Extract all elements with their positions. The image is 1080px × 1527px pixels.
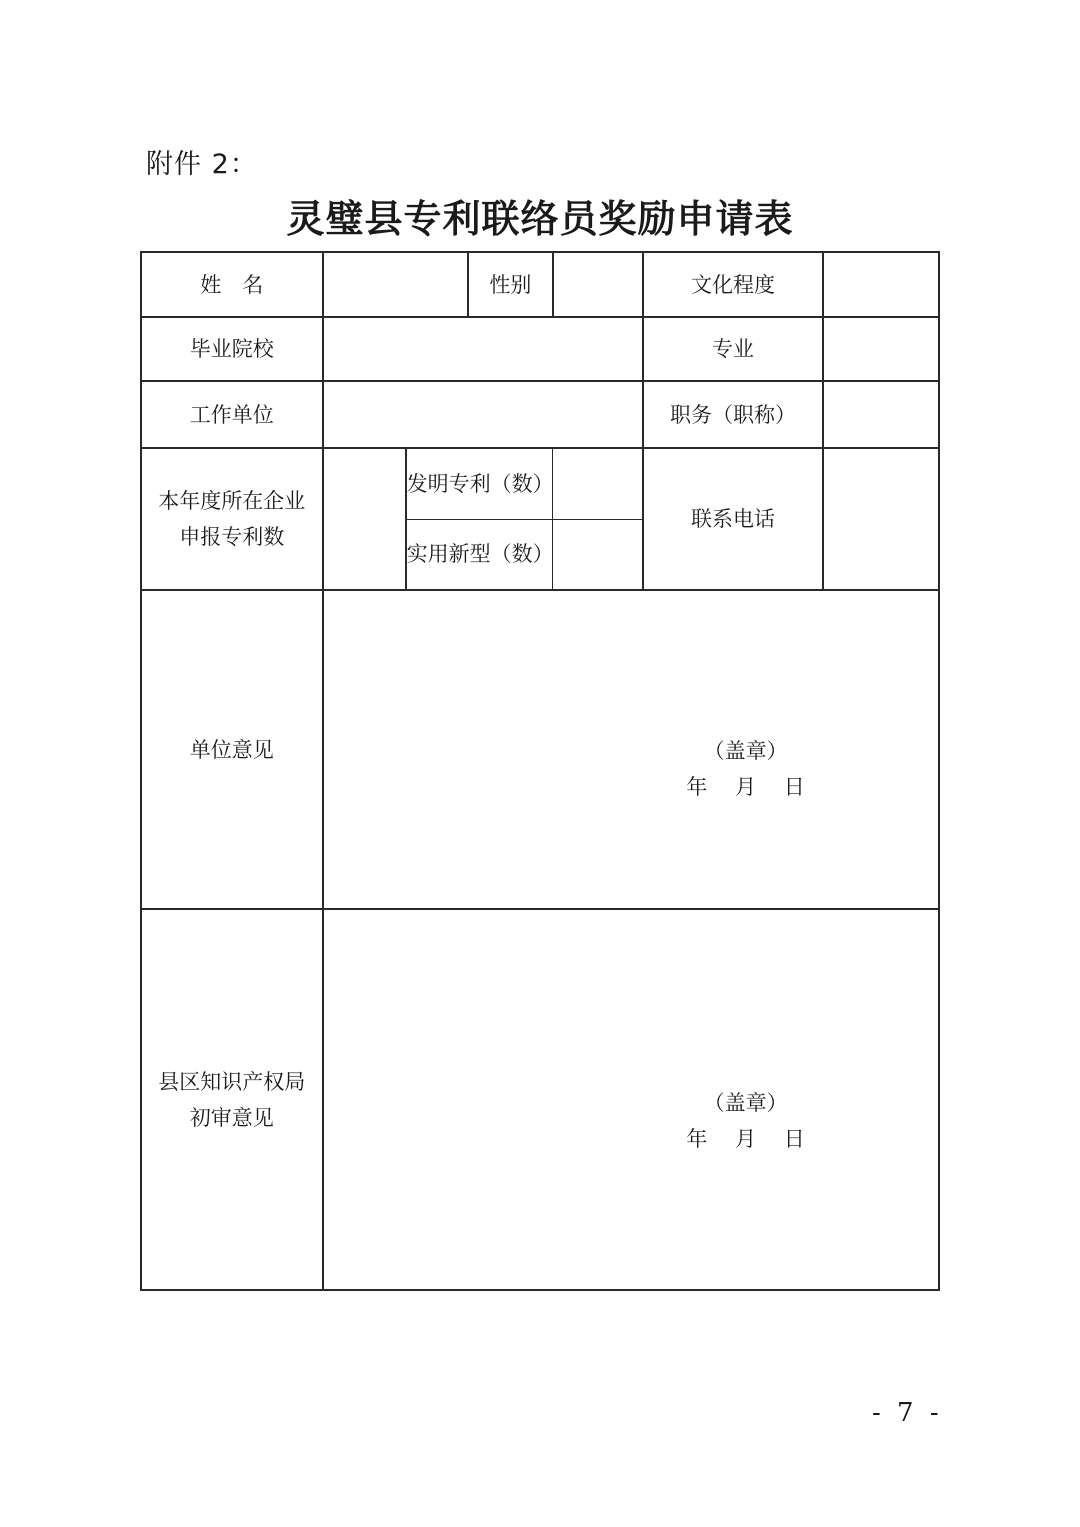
- patent-count-label-line1: 本年度所在企业: [158, 489, 306, 513]
- position-label: 职务（职称）: [669, 402, 796, 427]
- education-input-cell[interactable]: [823, 252, 939, 317]
- row-unit-opinion: [141, 590, 939, 909]
- invention-input-cell[interactable]: [553, 448, 643, 519]
- unit-opinion-label: 单位意见: [189, 737, 274, 762]
- row-invention: [141, 448, 939, 519]
- application-form-table: [140, 251, 940, 1291]
- name-input-cell[interactable]: [323, 252, 468, 317]
- school-input-cell[interactable]: [323, 317, 644, 381]
- name-label: 姓 名: [200, 272, 264, 297]
- work-unit-input-cell[interactable]: [323, 381, 644, 448]
- unit-opinion-label-cell: [141, 590, 323, 909]
- school-label: 毕业院校: [189, 337, 274, 361]
- position-label-cell: [643, 381, 823, 448]
- phone-label: 联系电话: [690, 507, 775, 531]
- unit-stamp-text: （盖章）: [703, 739, 788, 763]
- row-name: [141, 252, 939, 317]
- page-number: - 7 -: [872, 1398, 943, 1428]
- gender-label: 性别: [489, 272, 532, 297]
- work-unit-label-cell: [141, 381, 323, 448]
- gender-input-cell[interactable]: [553, 252, 643, 317]
- page-title: 灵璧县专利联络员奖励申请表: [286, 196, 794, 241]
- utility-label: 实用新型（数）: [406, 542, 554, 567]
- major-input-cell[interactable]: [823, 317, 939, 381]
- unit-opinion-input-cell[interactable]: [323, 590, 939, 909]
- ip-stamp-text: （盖章）: [703, 1091, 788, 1115]
- ip-office-opinion-input-cell[interactable]: [323, 909, 939, 1290]
- major-label: 专业: [711, 337, 754, 361]
- utility-input-cell[interactable]: [553, 519, 643, 590]
- ip-office-label-cell: [141, 909, 323, 1290]
- position-input-cell[interactable]: [823, 381, 939, 448]
- patent-count-label-cell: [141, 448, 323, 590]
- name-label-cell: [141, 252, 323, 317]
- unit-date-text: 年 月 日: [686, 775, 805, 799]
- gender-label-cell: [468, 252, 553, 317]
- education-label: 文化程度: [690, 272, 775, 297]
- phone-input-cell[interactable]: [823, 448, 939, 590]
- education-label-cell: [643, 252, 823, 317]
- invention-label-cell: [406, 448, 553, 519]
- utility-label-cell: [406, 519, 553, 590]
- row-ip-office-opinion: [141, 909, 939, 1290]
- phone-label-cell: [643, 448, 823, 590]
- row-work-unit: [141, 381, 939, 448]
- school-label-cell: [141, 317, 323, 381]
- attachment-label: 附件 2：: [146, 149, 258, 180]
- patent-count-input-cell[interactable]: [323, 448, 406, 590]
- patent-count-label-line2: 申报专利数: [179, 525, 285, 549]
- ip-office-label-line1: 县区知识产权局: [158, 1069, 306, 1094]
- invention-label: 发明专利（数）: [406, 471, 554, 496]
- ip-office-label-line2: 初审意见: [189, 1105, 274, 1130]
- major-label-cell: [643, 317, 823, 381]
- work-unit-label: 工作单位: [189, 402, 274, 427]
- row-school: [141, 317, 939, 381]
- ip-date-text: 年 月 日: [686, 1127, 805, 1151]
